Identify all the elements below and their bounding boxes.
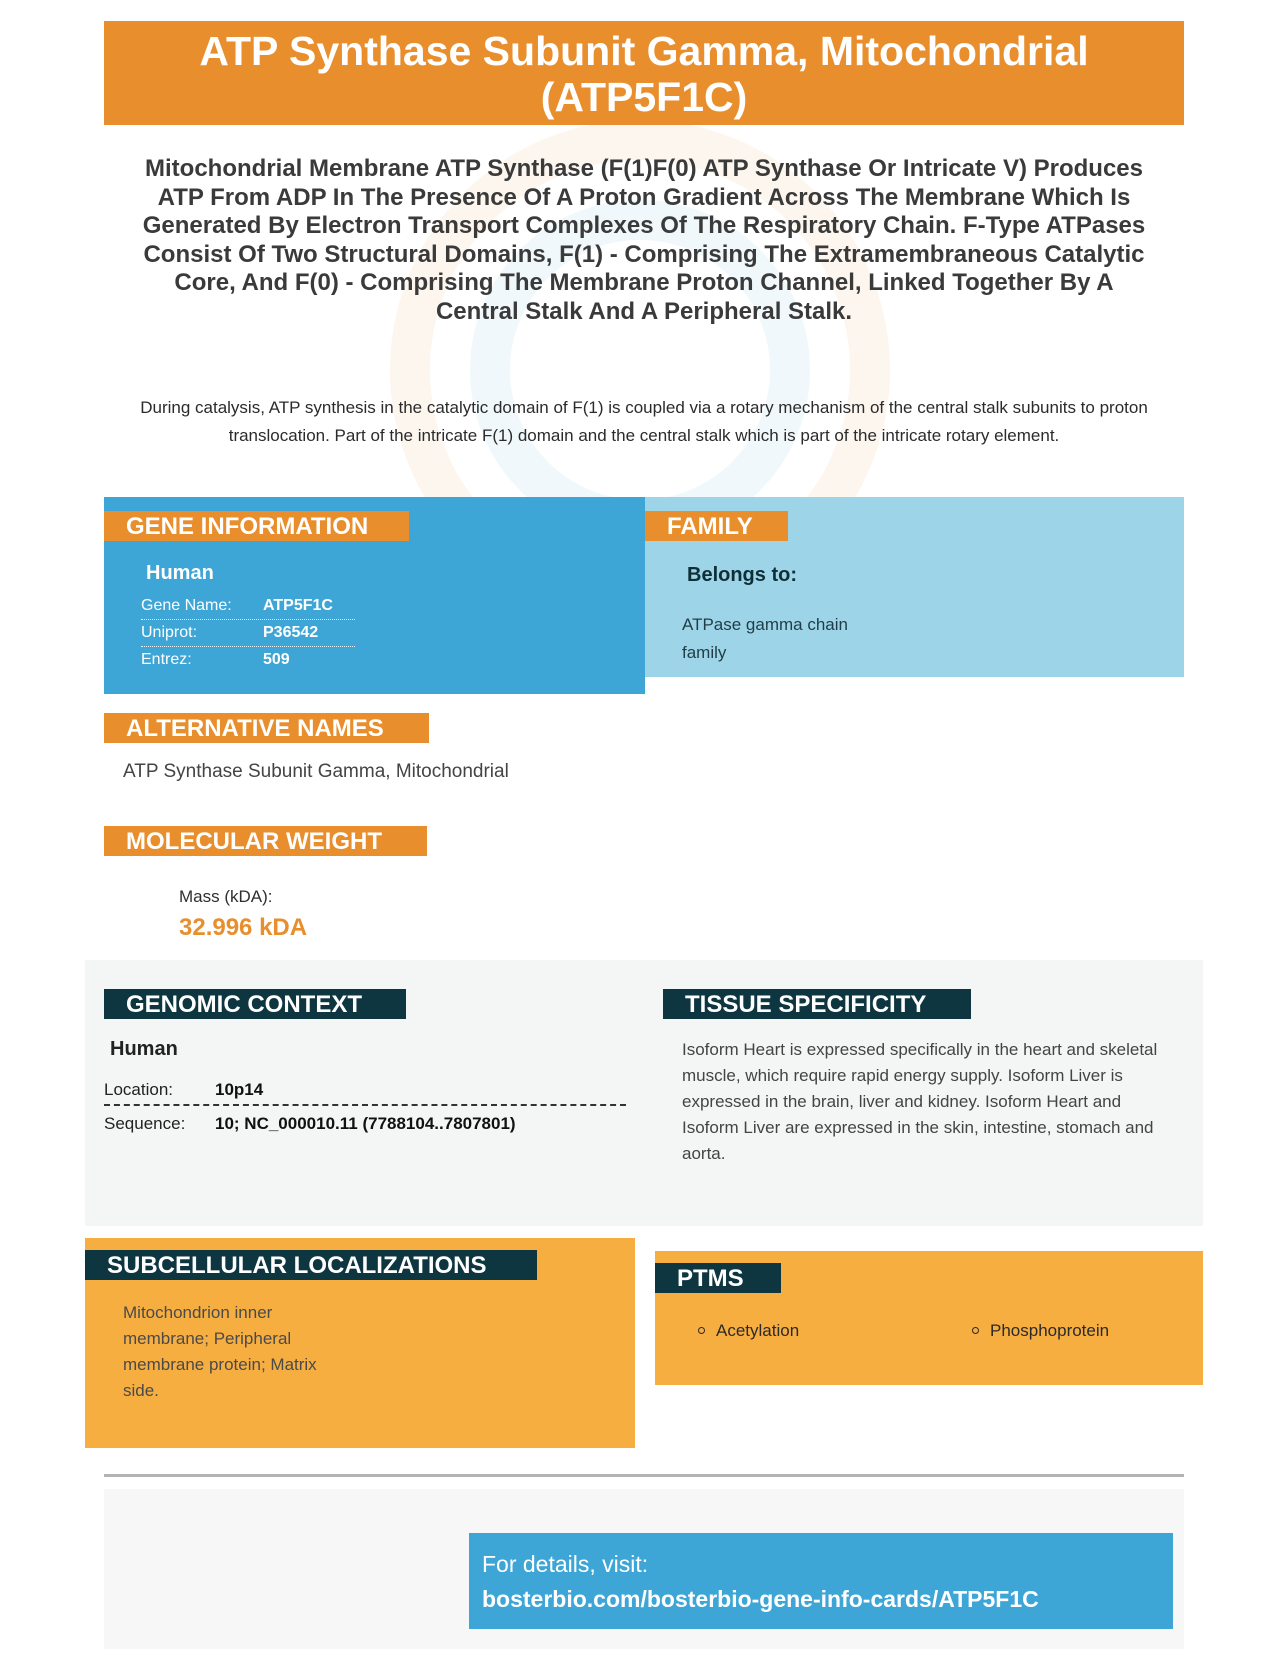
gene-summary: Mitochondrial Membrane ATP Synthase (F(1)F(0) ATP Synthase Or Intricate V) Produces ATP From ADP In The Presence Of A Proton Gradient Across The Membrane Which Is Generated By Electron Transport Complexes Of The Respiratory Chain. F-Type ATPases Consist Of Two Structural Domains, F(1) - Comprising The Extramembraneous Catalytic Core, And F(0) - Comprising The Membrane Proton Channel, Linked Together By A Central Stalk And A Peripheral Stalk.	[142, 155, 1146, 325]
tissue-specificity-heading: TISSUE SPECIFICITY	[663, 989, 971, 1019]
gene-name-row	[141, 593, 355, 620]
bullet-icon	[972, 1327, 979, 1334]
footer-divider	[104, 1474, 1184, 1477]
uniprot-label: Uniprot:	[141, 624, 198, 641]
alternative-names-text: ATP Synthase Subunit Gamma, Mitochondrial	[123, 761, 509, 782]
entrez-value: 509	[263, 651, 290, 668]
family-heading: FAMILY	[645, 511, 788, 541]
mass-value: 32.996 kDA	[179, 914, 308, 941]
gene-name-value: ATP5F1C	[263, 597, 333, 614]
uniprot-row	[141, 620, 355, 647]
ptm-item	[972, 1321, 1109, 1341]
family-belongs-label: Belongs to:	[687, 564, 797, 586]
location-label: Location:	[104, 1080, 173, 1099]
entrez-label: Entrez:	[141, 651, 192, 668]
uniprot-value: P36542	[263, 624, 319, 641]
page-title: ATP Synthase Subunit Gamma, Mitochondrial (ATP5F1C)	[104, 21, 1184, 125]
mass-label: Mass (kDA):	[179, 887, 273, 906]
gene-description: During catalysis, ATP synthesis in the catalytic domain of F(1) is coupled via a rotary mechanism of the central stalk subunits to proton translocation. Part of the intricate F(1) domain and the central stalk which is part of the intricate rotary element.	[140, 398, 1148, 445]
molecular-weight-heading: MOLECULAR WEIGHT	[104, 826, 427, 856]
ptm-item	[698, 1321, 799, 1341]
details-link[interactable]: bosterbio.com/bosterbio-gene-info-cards/ATP5F1C	[482, 1586, 1039, 1612]
genomic-context-heading: GENOMIC CONTEXT	[104, 989, 406, 1019]
ptm-label: Phosphoprotein	[990, 1321, 1110, 1340]
ptms-heading: PTMS	[655, 1263, 781, 1293]
gene-information-species: Human	[146, 562, 214, 584]
sequence-label: Sequence:	[104, 1114, 186, 1133]
details-link-box[interactable]	[469, 1533, 1173, 1629]
alternative-names-heading: ALTERNATIVE NAMES	[104, 713, 429, 743]
subcellular-heading: SUBCELLULAR LOCALIZATIONS	[85, 1250, 537, 1280]
subcellular-text: Mitochondrion inner membrane; Peripheral membrane protein; Matrix side.	[123, 1303, 317, 1400]
family-text: ATPase gamma chain family	[682, 615, 848, 662]
genomic-divider	[104, 1104, 626, 1106]
visit-label: For details, visit:	[482, 1551, 649, 1577]
gene-information-heading: GENE INFORMATION	[104, 511, 409, 541]
genomic-context-species: Human	[110, 1038, 178, 1060]
entrez-row	[141, 647, 355, 674]
ptm-label: Acetylation	[716, 1321, 800, 1340]
location-value: 10p14	[215, 1080, 264, 1099]
bullet-icon	[698, 1327, 705, 1334]
sequence-value: 10; NC_000010.11 (7788104..7807801)	[215, 1114, 516, 1133]
gene-name-label: Gene Name:	[141, 597, 232, 614]
tissue-specificity-text: Isoform Heart is expressed specifically in the heart and skeletal muscle, which require rapid energy supply. Isoform Liver is expressed in the brain, liver and kidney. Isoform Heart and Isoform Liver are expressed in the skin, intestine, stomach and aorta.	[682, 1040, 1158, 1163]
